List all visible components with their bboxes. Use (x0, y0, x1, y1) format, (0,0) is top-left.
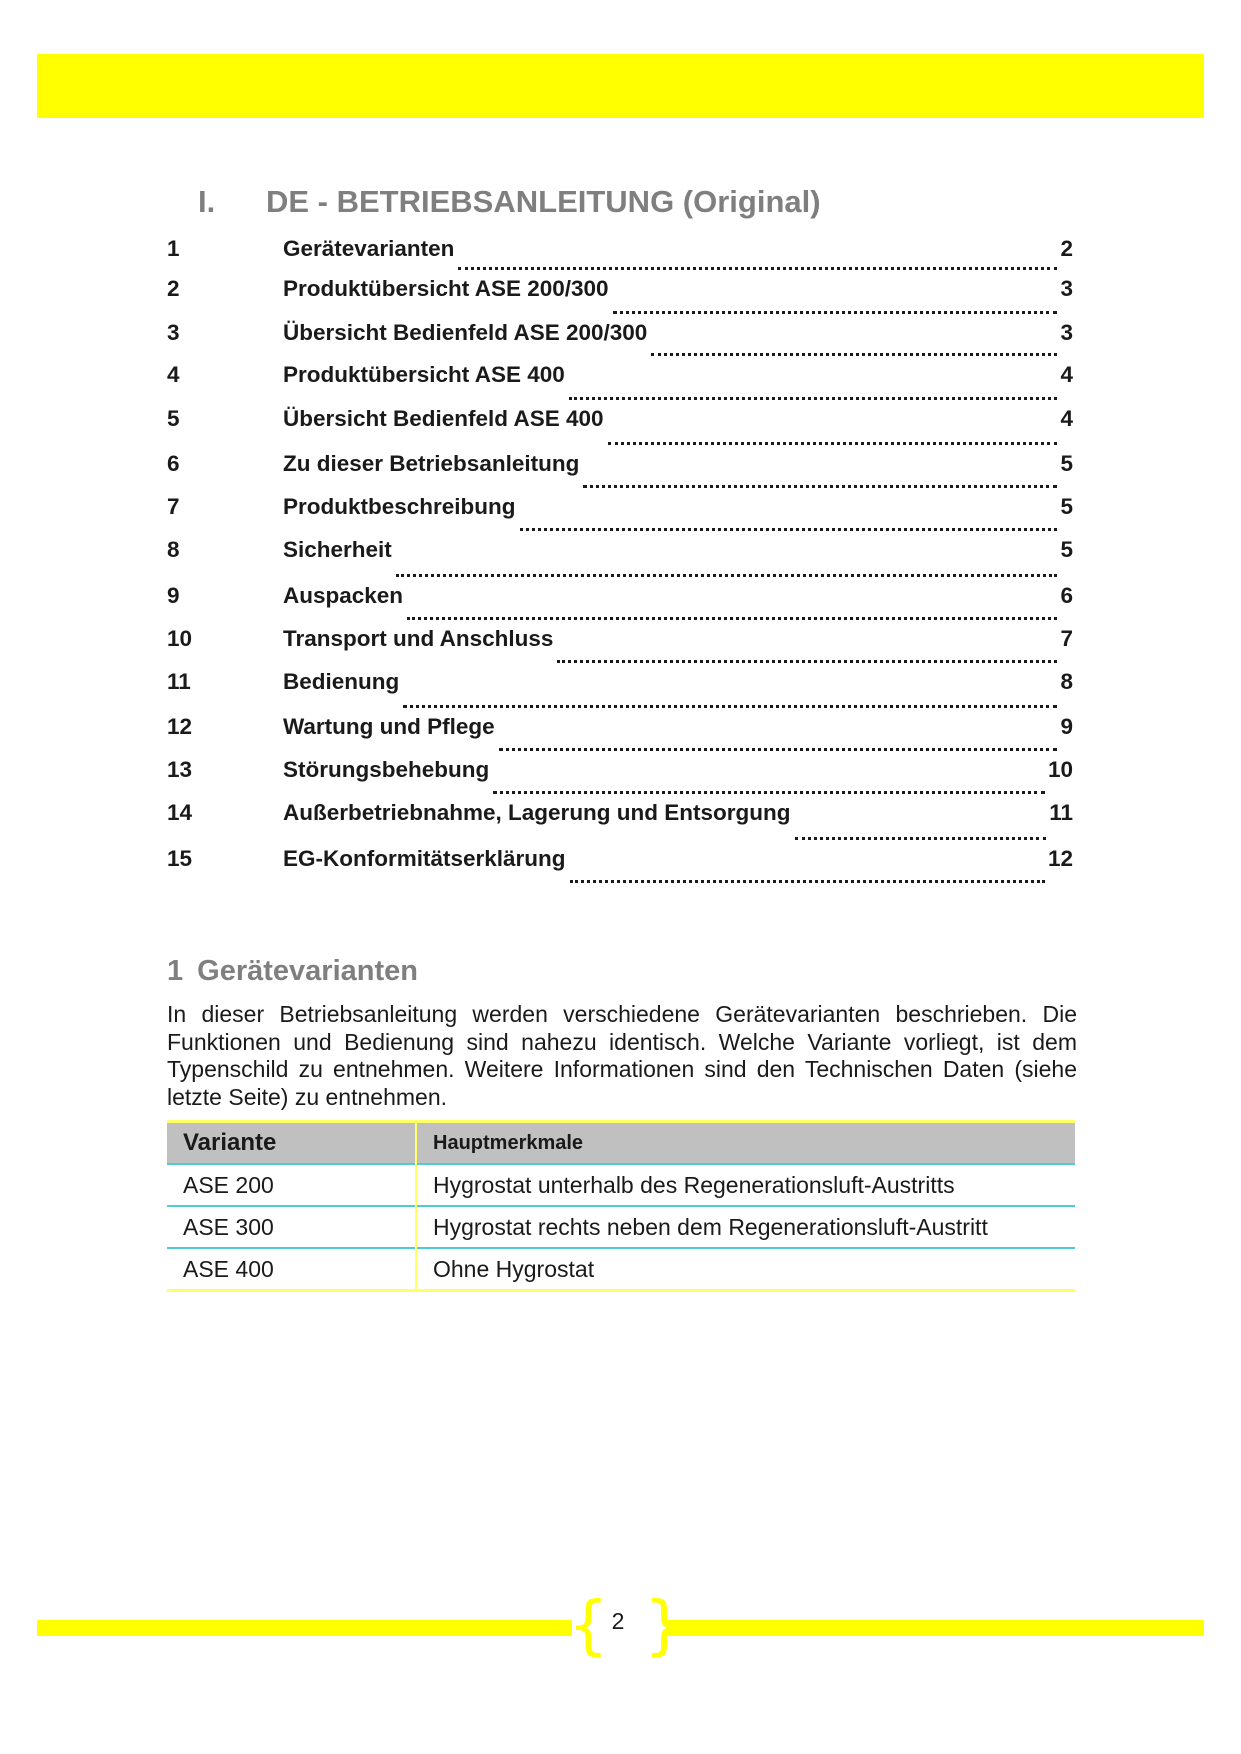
toc-entry[interactable] (167, 714, 1073, 757)
right-brace-icon: } (644, 1589, 685, 1663)
toc-entry-title: Produktbeschreibung (283, 494, 516, 519)
toc-entry-page: 9 (1060, 714, 1073, 739)
toc-entry-page: 3 (1060, 320, 1073, 345)
table-cell-variant: ASE 200 (167, 1164, 416, 1206)
toc-entry[interactable] (167, 276, 1073, 320)
table-row (167, 1206, 1075, 1248)
toc-entry-number: 7 (167, 494, 180, 519)
toc-dot-leader (583, 485, 1057, 488)
toc-entry-number: 12 (167, 714, 193, 739)
toc-entry-number: 3 (167, 320, 180, 345)
toc-entry-title: Produktübersicht ASE 200/300 (283, 276, 609, 301)
toc-entry-number: 8 (167, 537, 180, 562)
table-cell-feature: Hygrostat unterhalb des Regenerationsluft-Austritts (433, 1171, 955, 1198)
toc-entry-title: Außerbetriebnahme, Lagerung und Entsorgung (283, 800, 791, 825)
toc-entry-page: 2 (1060, 236, 1073, 261)
toc-entry[interactable] (167, 537, 1073, 583)
toc-dot-leader (569, 397, 1058, 400)
toc-entry-title: Bedienung (283, 669, 400, 694)
toc-entry[interactable] (167, 626, 1073, 669)
table-header-row (167, 1122, 1075, 1165)
toc-entry[interactable] (167, 583, 1073, 626)
toc-entry-number: 14 (167, 800, 193, 825)
toc-entry[interactable] (167, 494, 1073, 537)
toc-entry-number: 6 (167, 451, 180, 476)
toc-entry-page: 10 (1047, 757, 1073, 782)
toc-entry-page: 11 (1049, 800, 1073, 825)
toc-entry-page: 5 (1060, 451, 1073, 476)
toc-entry-number: 2 (167, 276, 180, 301)
toc-dot-leader (608, 442, 1058, 445)
toc-entry-title: Übersicht Bedienfeld ASE 400 (283, 406, 604, 431)
table-of-contents (167, 236, 1073, 889)
section-number: 1 (167, 955, 184, 987)
table-cell-feature: Ohne Hygrostat (433, 1255, 595, 1282)
toc-entry-title: Auspacken (283, 583, 404, 608)
page-number: 2 (611, 1608, 625, 1634)
toc-entry-title: Sicherheit (283, 537, 392, 562)
chapter-heading (198, 184, 821, 220)
toc-entry-page: 6 (1060, 583, 1073, 608)
toc-entry-page: 3 (1060, 276, 1073, 301)
variants-table (167, 1120, 1075, 1292)
chapter-title: DE - BETRIEBSANLEITUNG (Original) (266, 184, 821, 219)
toc-entry[interactable] (167, 757, 1073, 800)
toc-entry[interactable] (167, 669, 1073, 714)
toc-entry[interactable] (167, 846, 1073, 889)
intro-paragraph: In dieser Betriebsanleitung werden verschiedene Gerätevarianten beschrieben. Die Funktionen und Bedienung sind nahezu identisch. Welche Variante vorliegt, ist dem Typenschild zu entnehmen. Weitere Informationen sind den Technischen Daten (siehe letzte Seite) zu entnehmen. (167, 1001, 1077, 1110)
toc-entry-number: 1 (167, 236, 180, 261)
left-brace-icon: { (568, 1589, 609, 1663)
toc-dot-leader (557, 660, 1057, 663)
toc-entry-title: EG-Konformitätserklärung (283, 846, 566, 871)
toc-dot-leader (499, 748, 1058, 751)
toc-entry-title: Produktübersicht ASE 400 (283, 362, 565, 387)
toc-dot-leader (520, 528, 1058, 531)
toc-dot-leader (570, 880, 1045, 883)
section-title: Gerätevarianten (197, 955, 418, 987)
toc-entry-number: 9 (167, 583, 180, 608)
toc-entry-page: 4 (1060, 362, 1073, 387)
table-cell-feature: Hygrostat rechts neben dem Regenerationsluft-Austritt (433, 1213, 988, 1240)
header-yellow-bar (37, 54, 1204, 118)
toc-entry-title: Zu dieser Betriebsanleitung (283, 451, 580, 476)
toc-entry-number: 13 (167, 757, 193, 782)
toc-entry-title: Gerätevarianten (283, 236, 455, 261)
toc-dot-leader (407, 617, 1057, 620)
table-cell-variant: ASE 400 (167, 1248, 416, 1291)
table-header-variante: Variante (167, 1122, 416, 1165)
toc-entry[interactable] (167, 236, 1073, 276)
toc-entry[interactable] (167, 320, 1073, 362)
section-heading (167, 955, 418, 988)
toc-entry-title: Transport und Anschluss (283, 626, 554, 651)
toc-entry-page: 5 (1060, 494, 1073, 519)
toc-entry-number: 10 (167, 626, 193, 651)
toc-dot-leader (493, 791, 1045, 794)
toc-entry-page: 12 (1047, 846, 1073, 871)
toc-entry-title: Störungsbehebung (283, 757, 490, 782)
toc-entry-title: Wartung und Pflege (283, 714, 495, 739)
toc-dot-leader (403, 705, 1057, 708)
toc-entry-page: 4 (1060, 406, 1073, 431)
toc-entry-page: 5 (1060, 537, 1073, 562)
toc-dot-leader (458, 267, 1057, 270)
toc-dot-leader (651, 353, 1057, 356)
toc-entry-title: Übersicht Bedienfeld ASE 200/300 (283, 320, 648, 345)
toc-dot-leader (613, 311, 1058, 314)
toc-entry-number: 15 (167, 846, 193, 871)
toc-entry-number: 4 (167, 362, 180, 387)
toc-entry-number: 11 (167, 669, 191, 694)
chapter-number: I. (198, 184, 216, 219)
table-row (167, 1164, 1075, 1206)
toc-dot-leader (396, 574, 1058, 577)
toc-entry-number: 5 (167, 406, 180, 431)
toc-entry[interactable] (167, 362, 1073, 406)
table-cell-variant: ASE 300 (167, 1206, 416, 1248)
toc-entry-page: 7 (1060, 626, 1073, 651)
toc-dot-leader (795, 837, 1047, 840)
toc-entry[interactable] (167, 451, 1073, 494)
toc-entry[interactable] (167, 800, 1073, 846)
toc-entry-page: 8 (1060, 669, 1073, 694)
toc-entry[interactable] (167, 406, 1073, 451)
table-row (167, 1248, 1075, 1291)
table-header-hauptmerkmale: Hauptmerkmale (433, 1131, 584, 1154)
